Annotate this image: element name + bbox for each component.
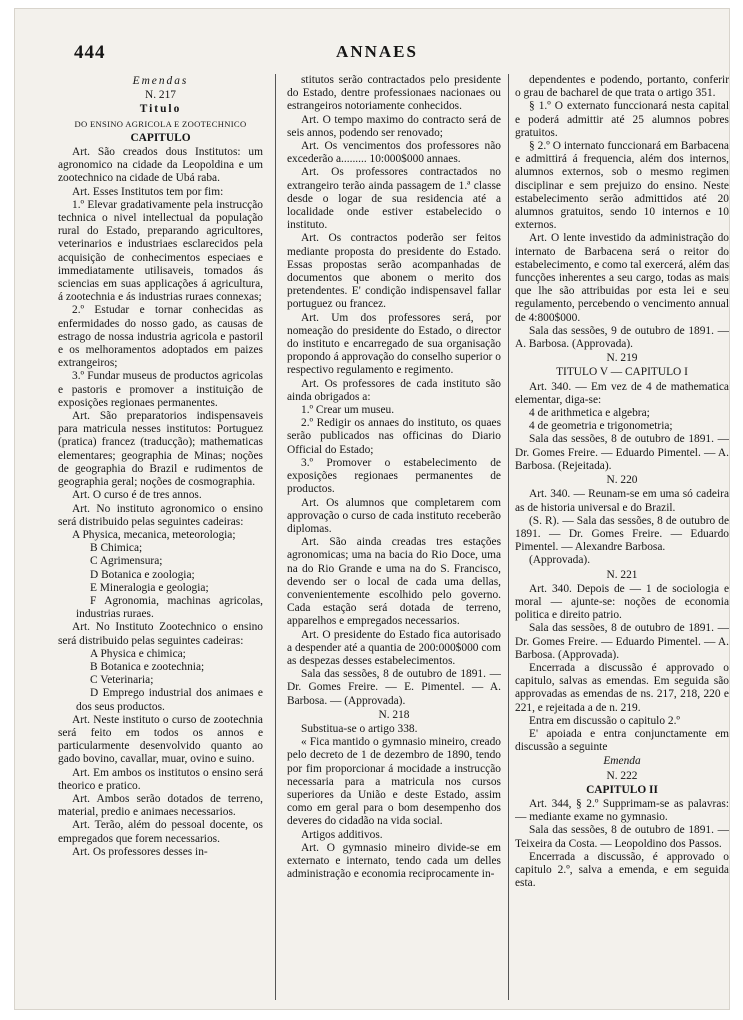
paragraph: A Physica e chimica;: [90, 647, 186, 660]
paragraph: stitutos serão contractados pelo presidente do Estado, dentre professionaes nacionaes ou estrangeiros notoriamente conhecidos.: [287, 74, 501, 113]
paragraph: N. 218: [378, 708, 410, 721]
paragraph: F Agronomia, machinas agricolas, industrias ruraes.: [76, 594, 263, 621]
paragraph: N. 220: [606, 474, 638, 487]
column-rule-left: [275, 74, 276, 1000]
paragraph: B Botanica e zootechnia;: [90, 660, 205, 673]
paragraph: Art. Terão, além do pessoal docente, os empregados que forem necessarios.: [58, 819, 263, 845]
paragraph: E' apoiada e entra conjunctamente em discussão a seguinte: [515, 727, 729, 754]
paragraph: Encerrada a discussão é approvado o capitulo, salvas as emendas. Em seguida são approvadas as emendas de ns. 217, 218, 220 e 221, e rejeitada a de n. 219.: [515, 661, 729, 714]
page-number: 444: [74, 42, 106, 63]
paragraph: 4 de geometria e trigonometria;: [529, 420, 673, 433]
paragraph: Art. O curso é de tres annos.: [72, 489, 202, 502]
paragraph: 4 de arithmetica e algebra;: [529, 407, 650, 420]
paragraph: CAPITULO II: [586, 783, 658, 796]
column-rule-right: [508, 74, 509, 1000]
paragraph: Art. Os vencimentos dos professores não excederão a......... 10:000$000 annaes.: [287, 140, 501, 166]
paragraph: Encerrada a discussão, é approvado o capitulo 2.º, salva a emenda, e em seguida esta.: [515, 850, 729, 890]
paragraph: DO ENSINO AGRICOLA E ZOOTECHNICO: [74, 118, 247, 129]
text-column-2: [287, 74, 501, 1000]
paragraph: D Emprego industrial dos animaes e dos seus productos.: [76, 687, 263, 713]
paragraph: Art. O tempo maximo do contracto será de seis annos, podendo ser renovado;: [287, 113, 501, 139]
paragraph: C Veterinaria;: [90, 674, 154, 687]
paragraph: Art. Os alumnos que completarem com approvação o curso de cada instituto receberão diplomas.: [287, 496, 501, 535]
paragraph: (S. R). — Sala das sessões, 8 de outubro de 1891. — Dr. Gomes Freire. — Eduardo Pimentel. — Alexandre Barbosa.: [515, 514, 729, 554]
paragraph: « Fica mantido o gymnasio mineiro, creado pelo decreto de 1 de dezembro de 1890, tendo por fim proporcionar á mocidade a instrucção necessaria para a matricula nos cursos superiores da União e deste Estado, assim como em geral para o bom desempenho dos deveres do cidadão na vida social.: [287, 736, 501, 828]
paragraph: § 2.º O internato funccionará em Barbacena e admittirá á frequencia, além dos internos, alumnos externos, sob o mesmo regimen disciplinar e sem prejuizo do ensino. Neste estabelecimento serão admittidos até 20 alumnos gratuitos, sendo 10 internos e 10 externos.: [515, 140, 729, 232]
paragraph: Art. São ainda creadas tres estações agronomicas; uma na bacia do Rio Doce, uma na do Rio Grande e uma na do S. Francisco, devendo ser o local de cada uma dellas, convenientemente escolhido pelo governo. Cada estação será dotada de terreno, apparelhos e empregados necessarios.: [287, 536, 501, 628]
paragraph: 1.º Crear um museu.: [301, 404, 395, 417]
paragraph: Art. 340. — Reunam-se em uma só cadeira as de historia universal e do Brazil.: [515, 488, 729, 514]
paragraph: Titulo: [139, 103, 182, 116]
paragraph: Art. São creados dous Institutos: um agronomico na cidade da Leopoldina e um zootechnico na cidade de Ubá raba.: [58, 146, 263, 185]
paragraph: Art. No Instituto Zootechnico o ensino será distribuido pelas seguintes cadeiras:: [58, 621, 263, 647]
paragraph: § 1.º O externato funccionará nesta capital e poderá admittir até 25 alumnos pobres gratuitos.: [515, 100, 729, 139]
paragraph: 3.º Promover o estabelecimento de exposições regionaes permanentes de productos.: [287, 456, 501, 496]
paragraph: N. 219: [606, 352, 638, 365]
paragraph: 1.º Elevar gradativamente pela instrucção technica o nivel intellectual da população rural do Estado, preparando agricultores, veterinarios e industriaes esclarecidos pela acquisição de conhecimentos especiaes e immediatamente utilisaveis, tomados ás sciencias em suas applicações á agricultura, á zootechnia e ás industrias ruraes connexas;: [58, 198, 263, 304]
paragraph: Art. Os professores desses in-: [72, 845, 208, 858]
paragraph: Art. O lente investido da administração do internato de Barbacena será o reitor do estabelecimento, e como tal exercerá, além das funcções inherentes a seu cargo, todas as mais que lhe são attribuidas por esta lei e seu regulamento, percebendo o vencimento annual de 4:800$000.: [515, 232, 729, 324]
paragraph: Art. Os professores contractados no extrangeiro terão ainda passagem de 1.ª classe desde o logar de sua residencia até a localidade onde estiver estabelecido o instituto.: [287, 166, 501, 232]
paragraph: Art. 340. — Em vez de 4 de mathematica elementar, diga-se:: [515, 380, 729, 406]
text-column-3: [515, 74, 729, 1000]
paragraph: CAPITULO: [130, 131, 191, 144]
paragraph: Art. São preparatorios indispensaveis para matricula nesses institutos: Portuguez (pratica) francez (traducção); mathematicas elementares; geographia de Minas; noções de geographia do Brazil e rudimentos de geographia geral; noções de cosmographia.: [58, 410, 263, 489]
paragraph: B Chimica;: [90, 542, 143, 555]
paragraph: Art. 344, § 2.º Supprimam-se as palavras: — mediante exame no gymnasio.: [515, 797, 729, 824]
paragraph: (Approvada).: [529, 554, 591, 567]
paragraph: N. 221: [606, 568, 638, 581]
paragraph: Sala das sessões, 8 de outubro de 1891. — Dr. Gomes Freire. — Eduardo Pimentel. — A. Barbosa. (Rejeitada).: [515, 433, 729, 472]
paragraph: Art. Ambos serão dotados de terreno, material, predio e animaes necessarios.: [58, 792, 263, 819]
paragraph: 3.º Fundar museus de productos agricolas e pastoris e promover a instituição de exposições regionaes permanentes.: [58, 370, 263, 409]
paragraph: dependentes e podendo, portanto, conferir o grau de bacharel de que trata o artigo 351.: [515, 74, 729, 100]
paragraph: N. 217: [144, 89, 176, 102]
paragraph: Emendas: [132, 75, 189, 87]
paragraph: TITULO V — CAPITULO I: [556, 366, 688, 379]
paragraph: 2.º Estudar e tornar conhecidas as enfermidades do nosso gado, as causas de estrago de nossa industria agricola e pastoril e os melhoramentos adoptados em paizes extrangeiros;: [58, 304, 263, 370]
paragraph: Art. Esses Institutos tem por fim:: [72, 185, 224, 198]
paragraph: Emenda: [603, 755, 641, 768]
paragraph: Sala das sessões, 8 de outubro de 1891. — Teixeira da Costa. — Leopoldino dos Passos.: [515, 824, 729, 850]
paragraph: A Physica, mecanica, meteorologia;: [72, 528, 236, 541]
paragraph: Art. O presidente do Estado fica autorisado a despender até a quantia de 200:000$000 com as despezas desses estabelecimentos.: [287, 628, 501, 667]
running-title: ANNAES: [336, 42, 418, 61]
paragraph: E Mineralogia e geologia;: [90, 581, 209, 594]
paragraph: Art. Os professores de cada instituto são ainda obrigados a:: [287, 377, 501, 403]
document-page: [14, 8, 730, 1010]
text-column-1: [58, 74, 263, 1000]
paragraph: Artigos additivos.: [301, 828, 383, 841]
paragraph: Substitua-se o artigo 338.: [301, 722, 418, 735]
paragraph: Art. Um dos professores será, por nomeação do presidente do Estado, o director do instituto e encarregado de sua organisação propondo á approvação do conselho superior o respectivo regulamento e regimento.: [287, 311, 501, 377]
paragraph: Art. No instituto agronomico o ensino será distribuido pelas seguintes cadeiras:: [58, 502, 263, 528]
paragraph: Entra em discussão o capitulo 2.º: [529, 714, 680, 727]
paragraph: Art. 340. Depois de — 1 de sociologia e moral — ajunte-se: noções de economia politica e direito patrio.: [515, 582, 729, 622]
paragraph: Art. O gymnasio mineiro divide-se em externato e internato, tendo cada um delles administração e economia reciprocamente in-: [287, 841, 501, 881]
paragraph: Art. Neste instituto o curso de zootechnia será feito em todos os annos e particularmente desenvolvido quanto ao gado bovino, cavallar, muar, ovino e suino.: [58, 713, 263, 766]
paragraph: 2.º Redigir os annaes do instituto, os quaes serão publicados nas officinas do Diario Official do Estado;: [287, 417, 501, 456]
paragraph: C Agrimensura;: [90, 555, 163, 568]
paragraph: Sala das sessões, 8 de outubro de 1891. — Dr. Gomes Freire. — E. Pimentel. — A. Barbosa. — (Approvada).: [287, 668, 501, 707]
page-header: [44, 42, 710, 66]
paragraph: D Botanica e zoologia;: [90, 568, 195, 581]
paragraph: Art. Os contractos poderão ser feitos mediante proposta do presidente do Estado. Essas propostas serão acompanhadas de documentos que abonem o merito dos pretendentes. E' condição indispensavel fallar portuguez ou francez.: [287, 232, 501, 311]
paragraph: N. 222: [606, 769, 638, 782]
paragraph: Art. Em ambos os institutos o ensino será theorico e pratico.: [58, 766, 263, 792]
paragraph: Sala das sessões, 9 de outubro de 1891. — A. Barbosa. (Approvada).: [515, 324, 729, 351]
paragraph: Sala das sessões, 8 de outubro de 1891. — Dr. Gomes Freire. — Eduardo Pimentel. — A. Barbosa. (Approvada).: [515, 622, 729, 661]
